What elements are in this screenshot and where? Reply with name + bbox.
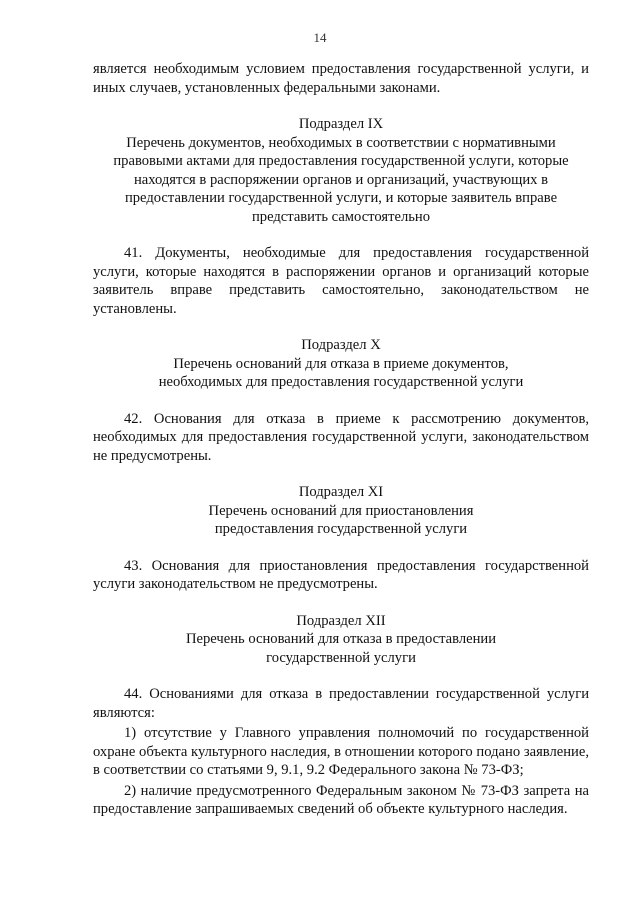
section-heading: Подраздел IX — [298, 116, 384, 132]
section-ix — [93, 115, 589, 318]
section-heading: Подраздел XII — [296, 612, 386, 629]
paragraph-41: 41. Документы, необходимые для предоставления государственной услуги, которые находятся в распоряжении органов и организаций которые заявитель вправе представить самостоятельно, законодательством не установлены. — [93, 245, 589, 317]
section-xii — [93, 612, 589, 819]
document-body — [93, 60, 589, 819]
section-heading: Подраздел X — [301, 337, 381, 353]
intro-paragraph: является необходимым условием предоставления государственной услуги, и иных случаев, установленных федеральными законами. — [93, 61, 589, 96]
section-title: Перечень оснований для отказа в предоставлении государственной услуги — [185, 631, 497, 666]
page-number: 14 — [313, 30, 327, 45]
list-item-1: 1) отсутствие у Главного управления полномочий по государственной охране объекта культурного наследия, в отношении которого подано заявление, в соответствии со статьями 9, 9.1, 9.2 Федерального закона № 73-ФЗ; — [93, 725, 589, 778]
section-x — [93, 336, 589, 465]
section-title: Перечень оснований для отказа в приеме документов, необходимых для предоставления государственной услуги — [158, 355, 524, 390]
section-title: Перечень оснований для приостановления предоставления государственной услуги — [208, 502, 474, 537]
paragraph-44: 44. Основаниями для отказа в предоставлении государственной услуги являются: — [93, 686, 589, 721]
section-title: Перечень документов, необходимых в соответствии с нормативными правовыми актами для предоставления государственной услуги, которые находятся в распоряжении органов и организаций, участвующих в предоставлении государственной услуги, и которые заявитель вправе представить самостоятельно — [113, 134, 569, 225]
paragraph-42: 42. Основания для отказа в приеме к рассмотрению документов, необходимых для предоставления государственной услуги, законодательством не предусмотрены. — [93, 410, 589, 464]
list-item-2: 2) наличие предусмотренного Федеральным законом № 73-ФЗ запрета на предоставление запрашиваемых сведений об объекте культурного наследия. — [93, 782, 589, 817]
paragraph-43: 43. Основания для приостановления предоставления государственной услуги законодательством не предусмотрены. — [93, 557, 589, 592]
section-xi — [93, 483, 589, 594]
section-heading: Подраздел XI — [298, 484, 384, 500]
